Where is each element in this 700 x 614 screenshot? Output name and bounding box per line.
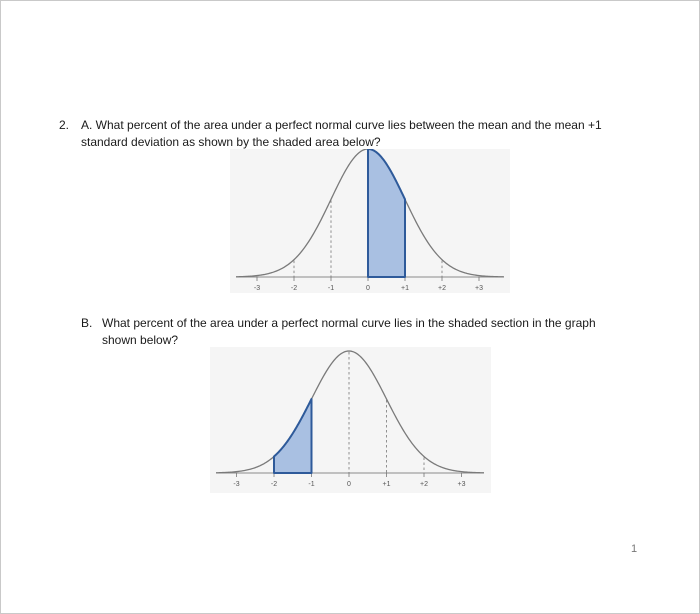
normal-curve [216, 351, 484, 473]
question-b-letter: B. [81, 316, 93, 330]
tick-labels [233, 481, 465, 488]
axis-ticks [237, 473, 462, 477]
question-b-line-1: What percent of the area under a perfect normal curve lies in the shaded section in the graph [102, 316, 596, 330]
question-a-line-1: A. What percent of the area under a perfect normal curve lies between the mean and the mean +1 [81, 118, 602, 132]
tick-label-plus-2: +2 [438, 285, 446, 292]
tick-label-plus-3: +3 [475, 285, 483, 292]
tick-label-minus-1: -1 [327, 285, 335, 292]
tick-label-minus-3: -3 [253, 285, 261, 292]
normal-curve-graph-b [210, 347, 491, 493]
tick-label-minus-1: -1 [308, 481, 315, 488]
tick-label-0: 0 [347, 481, 351, 488]
tick-label-plus-3: +3 [457, 481, 466, 488]
page-number: 1 [631, 543, 638, 555]
question-number: 2. [59, 118, 70, 132]
tick-label-plus-2: +2 [420, 481, 428, 488]
shaded-area [368, 149, 405, 277]
tick-label-0: 0 [366, 285, 370, 292]
tick-label-minus-2: -2 [270, 481, 278, 488]
tick-label-plus-1: +1 [382, 481, 391, 488]
tick-label-plus-1: +1 [401, 285, 409, 292]
normal-curve-graph-a [230, 149, 510, 293]
sd-dashed-lines [237, 352, 462, 473]
question-b-line-2: shown below? [102, 333, 179, 347]
tick-labels [254, 285, 483, 292]
tick-label-minus-3: -3 [233, 481, 240, 488]
tick-label-minus-2: -2 [290, 285, 298, 292]
question-a-line-2: standard deviation as shown by the shaded area below? [81, 135, 381, 149]
